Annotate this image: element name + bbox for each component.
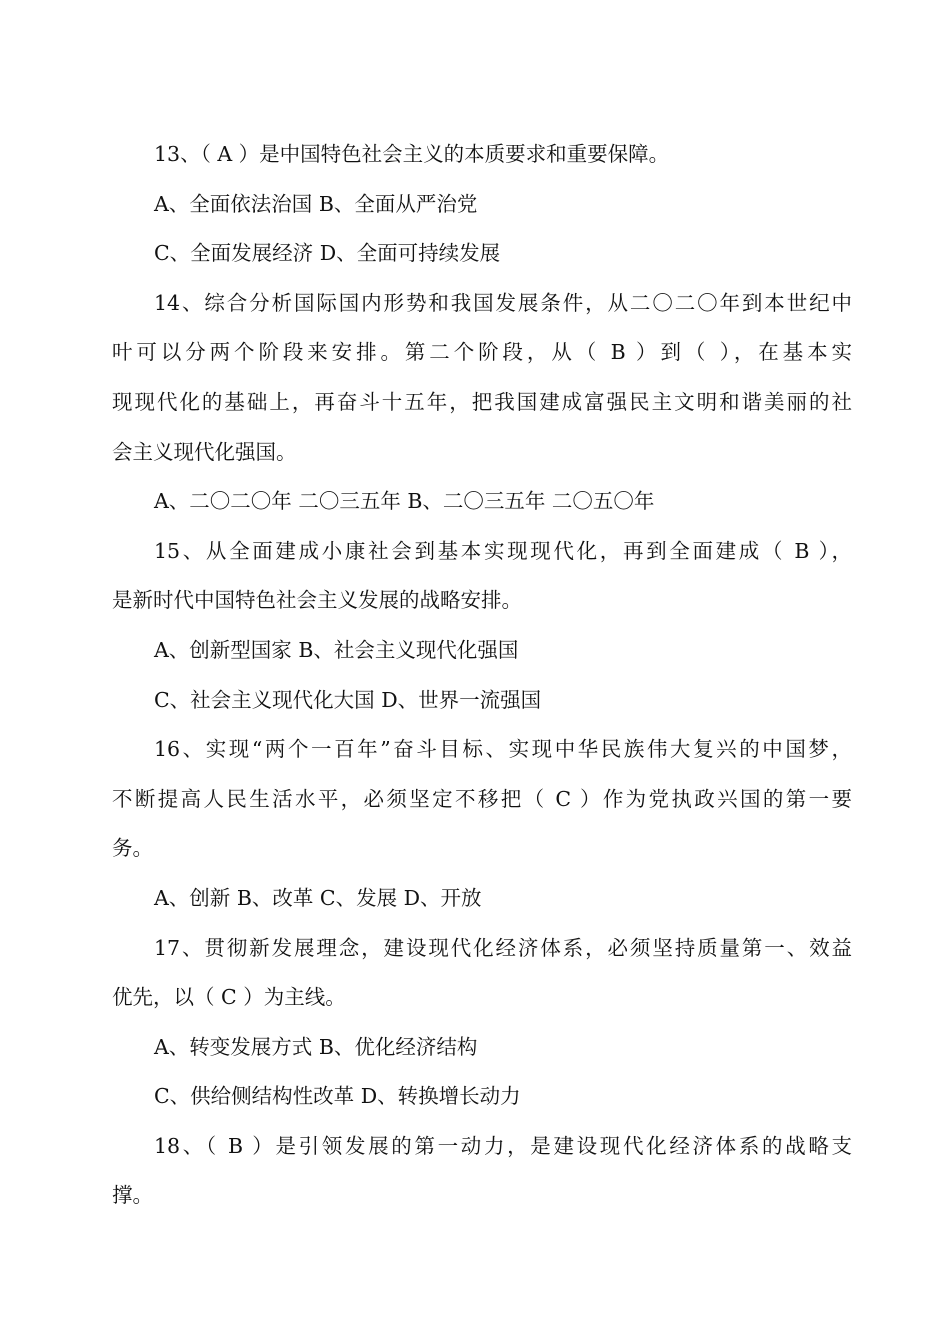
q17-options-ab: A、转变发展方式 B、优化经济结构 <box>154 1034 478 1059</box>
question-15-line-2: 是新时代中国特色社会主义发展的战略安排。 <box>112 588 522 613</box>
q15-options-cd: C、社会主义现代化大国 D、世界一流强国 <box>154 687 542 712</box>
q15-options-ab: A、创新型国家 B、社会主义现代化强国 <box>154 637 519 662</box>
question-14-line-2: 叶可以分两个阶段来安排。第二个阶段，从（ B ）到（ ），在基本实 <box>112 340 852 365</box>
q13-options-cd: C、全面发展经济 D、全面可持续发展 <box>154 241 501 266</box>
question-14-line-4: 会主义现代化强国。 <box>112 439 297 464</box>
question-13: 13、（ A ）是中国特色社会主义的本质要求和重要保障。 <box>154 142 670 166</box>
document-body <box>112 130 852 1221</box>
question-17-line-1: 17、贯彻新发展理念，建设现代化经济体系，必须坚持质量第一、效益 <box>154 935 852 960</box>
q16-options: A、创新 B、改革 C、发展 D、开放 <box>154 885 482 910</box>
question-17-line-2: 优先，以（ C ）为主线。 <box>112 985 346 1010</box>
question-16-line-3: 务。 <box>112 836 153 861</box>
question-18-line-1: 18、（ B ）是引领发展的第一动力，是建设现代化经济体系的战略支 <box>154 1133 852 1158</box>
question-16-line-1: 16、实现“两个一百年”奋斗目标、实现中华民族伟大复兴的中国梦， <box>154 737 852 762</box>
question-14-line-3: 现现代化的基础上，再奋斗十五年，把我国建成富强民主文明和谐美丽的社 <box>112 389 852 414</box>
question-14-line-1: 14、综合分析国际国内形势和我国发展条件，从二〇二〇年到本世纪中 <box>154 290 852 315</box>
q14-options: A、二〇二〇年 二〇三五年 B、二〇三五年 二〇五〇年 <box>154 489 655 514</box>
question-15-line-1: 15、从全面建成小康社会到基本实现现代化，再到全面建成（ B ）， <box>154 538 852 563</box>
q17-options-cd: C、供给侧结构性改革 D、转换增长动力 <box>154 1084 521 1109</box>
question-16-line-2: 不断提高人民生活水平，必须坚定不移把（ C ）作为党执政兴国的第一要 <box>112 786 852 811</box>
question-18-line-2: 撑。 <box>112 1183 153 1208</box>
q13-options-ab: A、全面依法治国 B、全面从严治党 <box>154 191 478 216</box>
